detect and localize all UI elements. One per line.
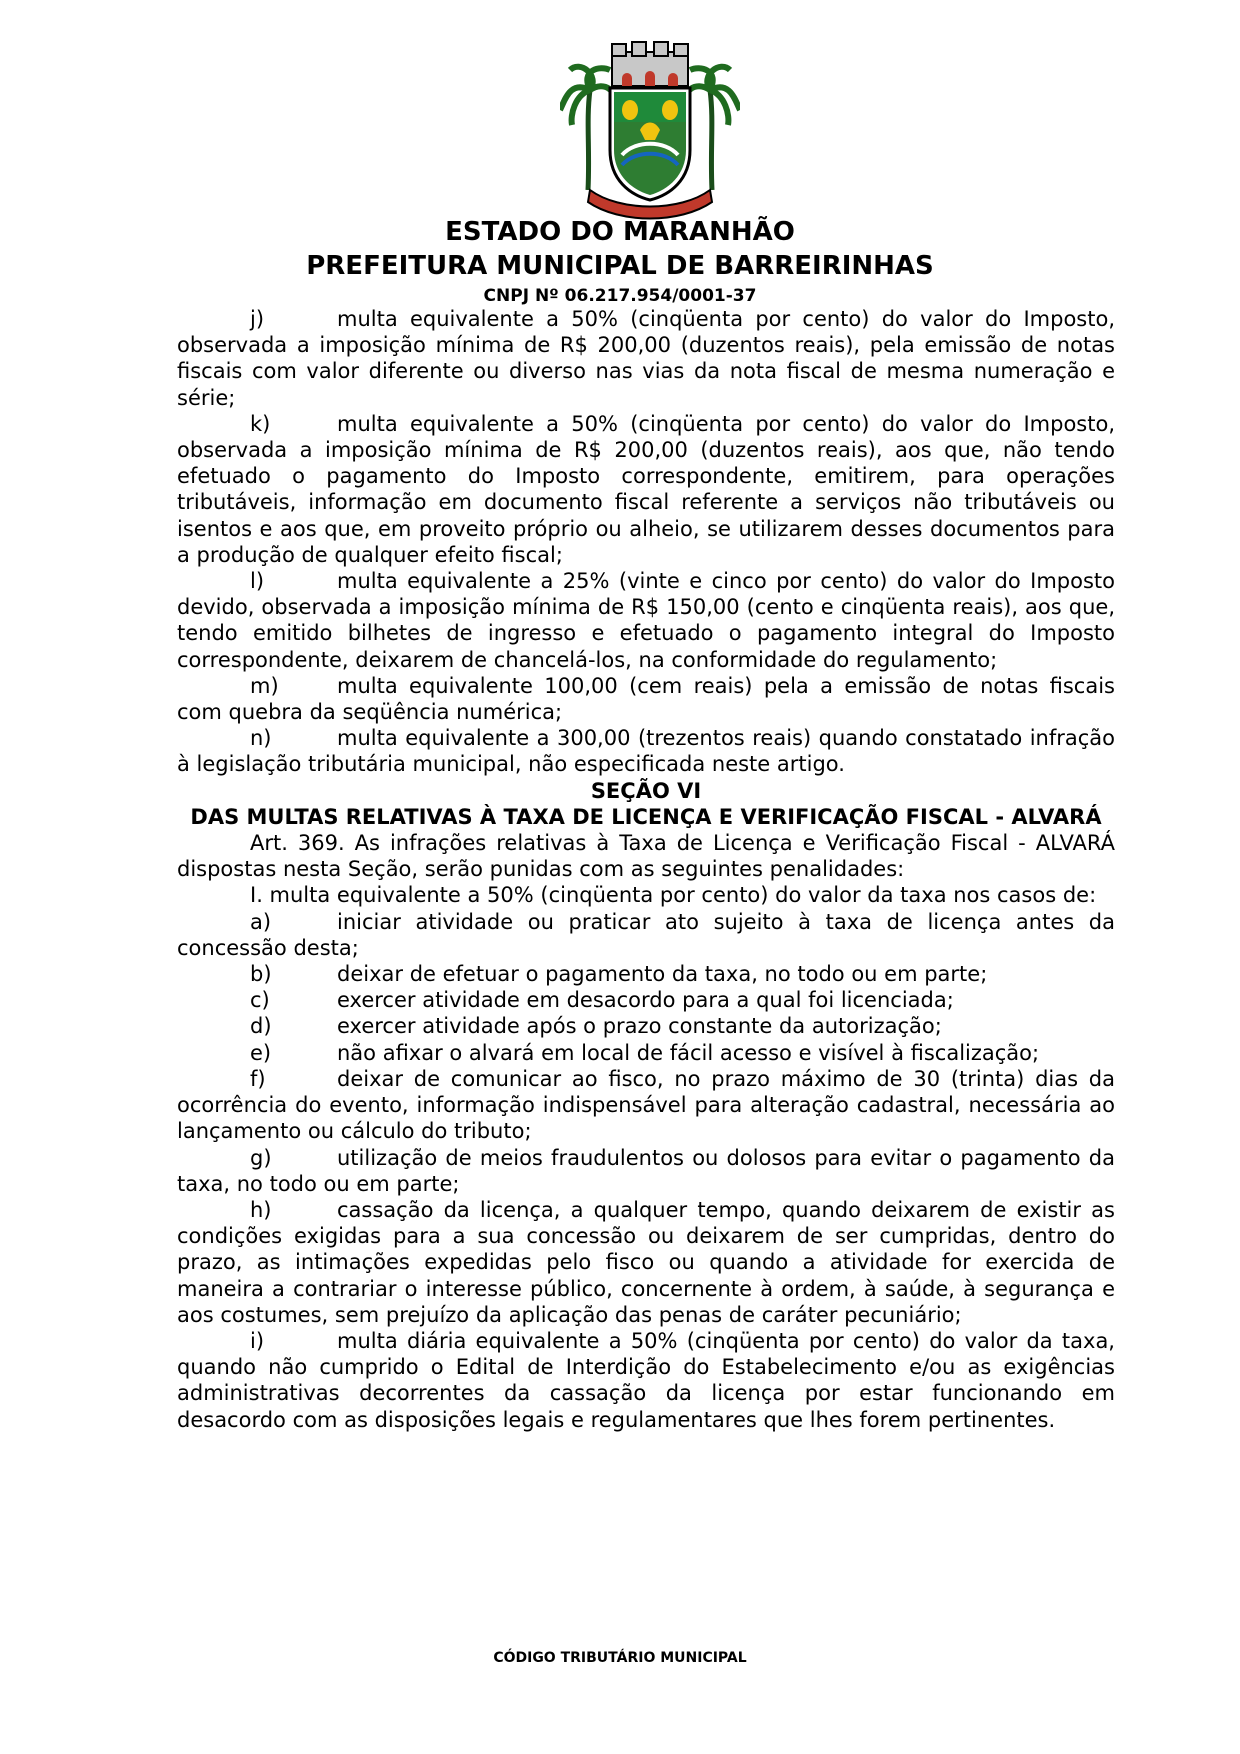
item-label: i) (250, 1328, 265, 1353)
item-text: exercer atividade após o prazo constante da autorização; (337, 1014, 942, 1039)
inciso-text: I. multa equivalente a 50% (cinqüenta por cento) do valor da taxa nos casos de: (250, 883, 1097, 908)
item-text: utilização de meios fraudulentos ou dolosos para evitar o pagamento da taxa, no todo ou em parte; (177, 1145, 1115, 1196)
list-item (177, 568, 1115, 673)
item-label: a) (250, 909, 272, 934)
item-text: multa equivalente a 50% (cinqüenta por cento) do valor do Imposto, observada a imposição mínima de R$ 200,00 (duzentos reais), aos que, não tendo efetuado o pagamento do Imposto correspondente, emitirem, para operações tributáveis, informação em documento fiscal referente a serviços não tributáveis ou isentos e aos que, em proveito próprio ou alheio, se utilizarem desses documentos para a produção de qualquer efeito fiscal; (177, 411, 1115, 567)
item-label: d) (250, 1014, 272, 1039)
item-text: exercer atividade em desacordo para a qual foi licenciada; (337, 988, 954, 1013)
item-text: deixar de comunicar ao fisco, no prazo máximo de 30 (trinta) dias da ocorrência do evento, informação indispensável para alteração cadastral, necessária ao lançamento ou cálculo do tributo; (177, 1066, 1115, 1144)
item-label: l) (250, 569, 265, 594)
item-text: multa equivalente a 50% (cinqüenta por cento) do valor do Imposto, observada a imposição mínima de R$ 200,00 (duzentos reais), pela emissão de notas fiscais com valor diferente ou diverso nas vias da nota fiscal de mesma numeração e série; (177, 307, 1115, 410)
item-text: não afixar o alvará em local de fácil acesso e visível à fiscalização; (337, 1040, 1040, 1065)
list-item (177, 1328, 1115, 1433)
item-label: k) (250, 411, 271, 436)
section-title: DAS MULTAS RELATIVAS À TAXA DE LICENÇA E VERIFICAÇÃO FISCAL - ALVARÁ (190, 804, 1102, 829)
item-text: deixar de efetuar o pagamento da taxa, no todo ou em parte; (337, 962, 988, 987)
list-item (177, 673, 1115, 725)
item-label: g) (250, 1145, 272, 1170)
article-text: Art. 369. As infrações relativas à Taxa de Licença e Verificação Fiscal - ALVARÁ dispostas nesta Seção, serão punidas com as seguintes penalidades: (177, 831, 1115, 882)
prefecture-heading: PREFEITURA MUNICIPAL DE BARREIRINHAS (306, 251, 934, 281)
item-label: j) (250, 307, 265, 331)
list-item (177, 306, 1115, 411)
list-item (177, 1066, 1115, 1145)
list-item (177, 411, 1115, 568)
list-item (177, 909, 1115, 961)
item-text: iniciar atividade ou praticar ato sujeito à taxa de licença antes da concessão desta; (177, 909, 1115, 960)
item-text: multa equivalente 100,00 (cem reais) pela a emissão de notas fiscais com quebra da seqüência numérica; (177, 673, 1115, 725)
list-item (177, 961, 1115, 987)
list-item (177, 1197, 1115, 1328)
list-item (177, 1145, 1115, 1197)
page-footer: CÓDIGO TRIBUTÁRIO MUNICIPAL (493, 1650, 747, 1666)
list-item (177, 1040, 1115, 1066)
state-heading: ESTADO DO MARANHÃO (445, 217, 795, 247)
item-label: f) (250, 1066, 266, 1091)
document-body (177, 306, 1115, 1433)
item-label: h) (250, 1197, 272, 1222)
item-label: m) (250, 673, 279, 698)
list-item (177, 987, 1115, 1013)
cnpj-line: CNPJ Nº 06.217.954/0001-37 (483, 286, 757, 306)
item-text: multa equivalente a 25% (vinte e cinco por cento) do valor do Imposto devido, observada a imposição mínima de R$ 150,00 (cento e cinqüenta reais), aos que, tendo emitido bilhetes de ingresso e efetuado o pagamento integral do Imposto correspondente, deixarem de chancelá-los, na conformidade do regulamento; (177, 569, 1115, 672)
item-text: multa equivalente a 300,00 (trezentos reais) quando constatado infração à legislação tributária municipal, não especificada neste artigo. (177, 726, 1115, 777)
item-text: multa diária equivalente a 50% (cinqüenta por cento) do valor da taxa, quando não cumprido o Edital de Interdição do Estabelecimento e/ou as exigências administrativas decorrentes da cassação da licença por estar funcionando em desacordo com as disposições legais e regulamentares que lhes forem pertinentes. (177, 1328, 1115, 1432)
item-label: n) (250, 726, 272, 751)
coat-of-arms-icon (560, 40, 740, 220)
item-label: e) (250, 1040, 272, 1065)
section-number: SEÇÃO VI (590, 778, 702, 803)
item-label: c) (250, 988, 270, 1013)
list-item (177, 1013, 1115, 1039)
list-item (177, 725, 1115, 777)
item-label: b) (250, 962, 272, 987)
item-text: cassação da licença, a qualquer tempo, quando deixarem de existir as condições exigidas para a sua concessão ou deixarem de ser cumpridas, dentro do prazo, as intimações expedidas pelo fisco ou quando a atividade for exercida de maneira a contrariar o interesse público, concernente à ordem, à saúde, à segurança e aos costumes, sem prejuízo da aplicação das penas de caráter pecuniário; (177, 1197, 1115, 1327)
